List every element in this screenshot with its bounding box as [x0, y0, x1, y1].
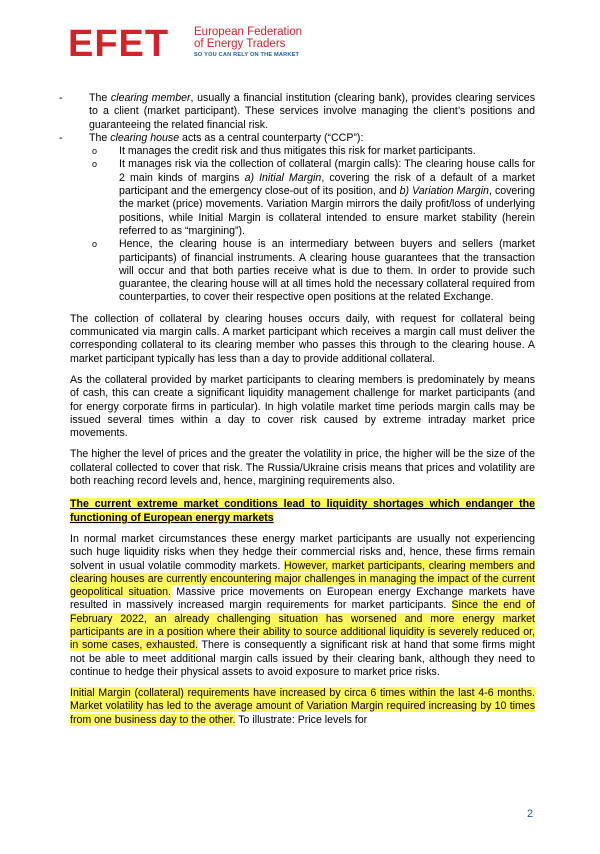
sub-bullet-text: , covering the risk of a default of a market participant and the emergency close-out of its position, and	[119, 171, 535, 198]
logo-mark: EFET	[68, 23, 170, 65]
paragraph-text: Massive price movements on European energy Exchange markets have resulted in massively increased margin requirements for market participants.	[70, 586, 535, 612]
org-name-line1: European Federation	[194, 26, 303, 38]
paragraph-initial-margin	[70, 687, 535, 727]
document-body	[59, 92, 536, 727]
circle-marker: o	[92, 159, 98, 170]
bullet-text: , usually a financial institution (clearing bank), provides clearing services to a client (market participant). These services involve managing the client’s positions and guaranteeing the related financial risk.	[89, 92, 535, 131]
paragraph-text: To illustrate: Price levels for	[235, 713, 368, 726]
sub-bullet-intermediary	[70, 238, 535, 304]
highlighted-text: Since the end of February 2022, an already challenging situation has worsened and more energy market participants are in a position where their ability to source additional liquidity is severely reduced or, in some cases, exhausted.	[70, 599, 535, 652]
circle-marker: o	[92, 239, 98, 250]
highlighted-text: Initial Margin (collateral) requirements have increased by circa 6 times within the last 4-6 months. Market volatility has led to the average amount of Variation Margin required increasing by 10 times from one business day to the other.	[70, 687, 535, 726]
sub-bullet-credit-risk	[70, 145, 535, 158]
org-tagline: SO YOU CAN RELY ON THE MARKET	[194, 52, 300, 58]
paragraph-text: There is consequently a significant risk at hand that some firms might not be able to meet additional margin calls issued by their clearing bank, although they need to continue to hedge their physical assets to avoid exposure to market price risks.	[70, 639, 535, 678]
section-heading-text: The current extreme market conditions lead to liquidity shortages which endanger the functioning of European energy markets	[70, 498, 535, 524]
sub-bullet-text: , covering the market (price) movements. Variation Margin mirrors the daily profit/loss of underlying positions, while Initial Margin is collateral intended to ensure market stability (herein referred to as “margining”).	[119, 185, 535, 237]
term-initial-margin: a) Initial Margin	[244, 171, 322, 184]
term-variation-margin: b) Variation Margin	[399, 185, 489, 198]
sub-bullet-text: It manages the credit risk and thus mitigates this risk for market participants.	[119, 145, 476, 158]
sub-bullet-text: Hence, the clearing house is an intermediary between buyers and sellers (market participants) of financial instruments. A clearing house guarantees that the transaction will occur and that both parties receive what is due to them. In order to provide such guarantee, the clearing house will at all times hold the necessary collateral required from counterparties, to cover their respective open positions at the related Exchange.	[119, 238, 535, 304]
bullet-lead: The	[89, 131, 111, 144]
sub-bullet-margin-calls	[70, 158, 535, 238]
bullet-clearing-member	[59, 92, 535, 132]
org-name-line2: of Energy Traders	[194, 38, 286, 50]
efet-logo	[68, 23, 303, 65]
bullet-clearing-house	[59, 131, 535, 145]
page-number: 2	[527, 808, 534, 820]
paragraph-text: In normal market circumstances these energy market participants are usually not experiencing such huge liquidity risks when they hedge their commercial risks and, hence, these firms remain solvent in usual volatile commodity markets.	[70, 532, 535, 572]
circle-marker: o	[92, 146, 98, 157]
highlighted-text: However, market participants, clearing members and clearing houses are currently encountering major challenges in managing the impact of the current geopolitical situation.	[70, 559, 536, 599]
term-clearing-member: clearing member	[110, 92, 191, 104]
paragraph-volatility: The higher the level of prices and the greater the volatility in price, the higher will be the size of the collateral collected to cover that risk. The Russia/Ukraine crisis means that prices and volatility are both reaching record levels and, hence, margining requirements also.	[70, 448, 535, 488]
bullet-lead: The	[89, 92, 111, 104]
paragraph-collection: The collection of collateral by clearing houses occurs daily, with request for collateral being communicated via margin calls. A market participant which receives a margin call must deliver the corresponding collateral to its clearing member who passes this through to the clearing house. A market participant typically has less than a day to provide additional collateral.	[70, 312, 535, 365]
dash-marker: -	[59, 92, 63, 104]
term-clearing-house: clearing house	[110, 131, 180, 144]
paragraph-market-circumstances	[70, 533, 535, 679]
dash-marker: -	[59, 131, 63, 144]
bullet-text: acts as a central counterparty (“CCP”):	[179, 131, 364, 144]
section-heading	[70, 498, 535, 525]
paragraph-liquidity: As the collateral provided by market participants to clearing members is predominately by means of cash, this can create a significant liquidity management challenge for market participants (and for energy corporate firms in particular). In high volatile market time periods margin calls may be issued several times within a day to cover risk caused by extreme intraday market price movements.	[70, 373, 535, 440]
logo-text	[194, 26, 394, 58]
sub-bullet-text: It manages risk via the collection of collateral (margin calls): The clearing house calls for 2 main kinds of margins	[119, 158, 535, 184]
